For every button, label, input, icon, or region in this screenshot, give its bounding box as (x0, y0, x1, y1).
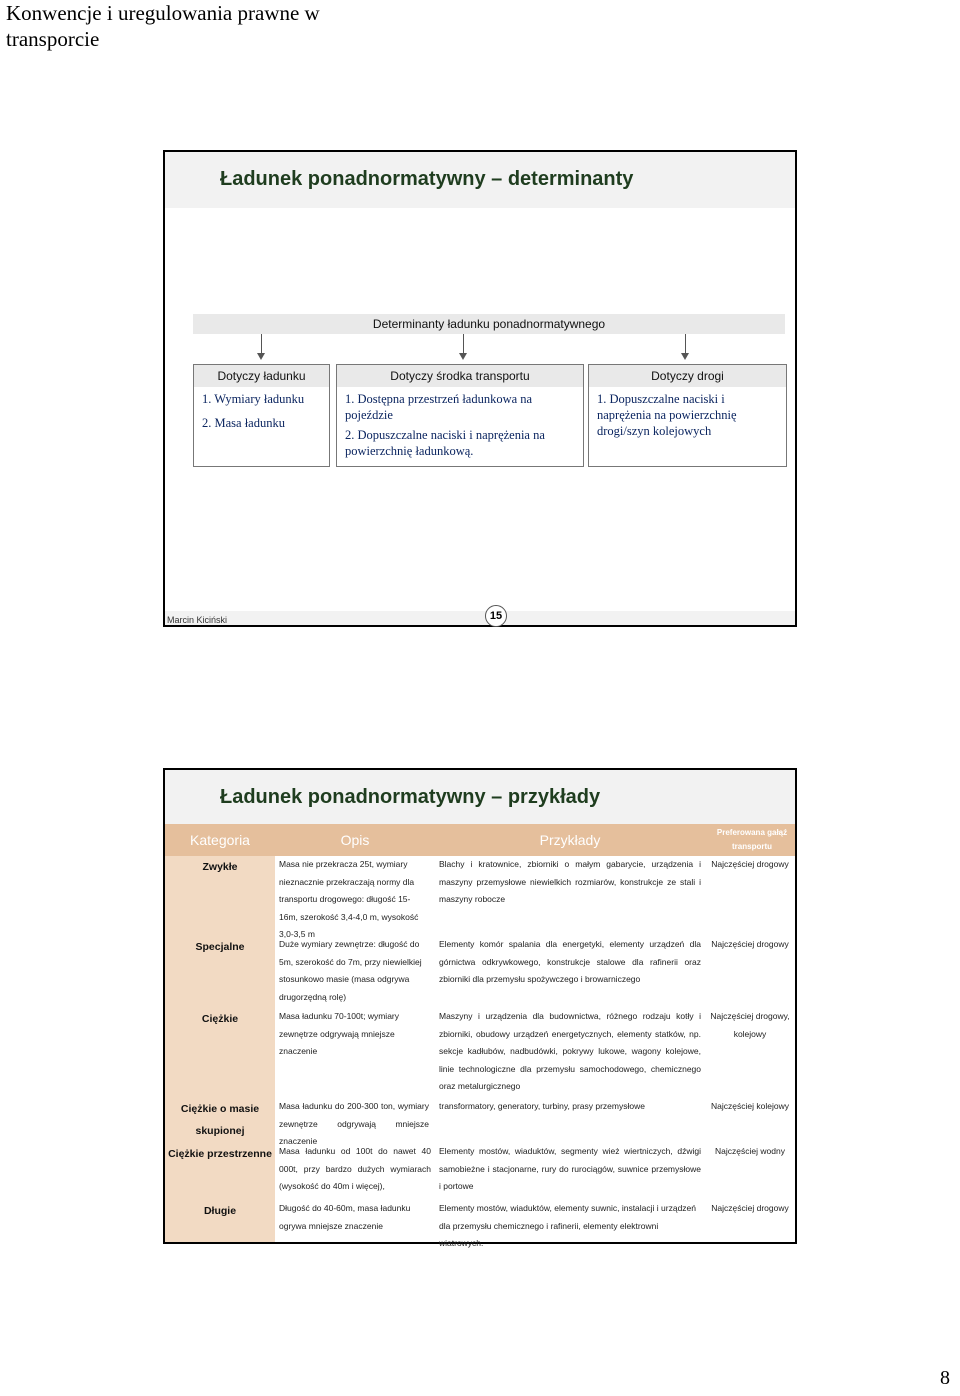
table-row-examples: Blachy i kratownice, zbiorniki o małym gabarycie, urządzenia i maszyny przemysłowe niewielkich rozmiarów, konstrukcje ze stali i maszyny robocze (439, 859, 701, 904)
slide-header (165, 152, 795, 208)
table-row-preferred: Najczęściej kolejowy (711, 1101, 789, 1111)
table-row-preferred: Najczęściej drogowy (711, 859, 789, 869)
table-row-description: Masa ładunku do 200-300 ton, wymiary zewnętrze odgrywają mniejsze znaczenie (279, 1101, 429, 1146)
table-row-category: Długie (203, 1205, 237, 1217)
table-row-category: Specjalne (195, 941, 245, 953)
arrow-down-icon (261, 334, 262, 358)
box-heading: Dotyczy drogi (589, 365, 786, 387)
table-row-description: Masa ładunku 70-100t; wymiary zewnętrze odgrywają mniejsze znaczenie (279, 1011, 400, 1056)
table-row-examples: Maszyny i urządzenia dla budownictwa, różnego rodzaju kotły i zbiorniki, obudowy urządzeń energetycznych, elementy statków, np. sekcje kadłubów, nadbudówki, pokrywy lukowe, wagony kolejowe, linie technologiczne dla przemysłu samochodowego, chemicznego oraz metalurgicznego (439, 1011, 701, 1091)
header-description: Opis (340, 832, 370, 848)
slide-przyklady (163, 768, 797, 1248)
box-item: 1. Dopuszczalne naciski i naprężenia na powierzchnię drogi/szyn kolejowych (597, 392, 737, 438)
document-title: Konwencje i uregulowania prawne w transporcie (6, 1, 320, 51)
table-header (165, 824, 795, 856)
slide-title: Ładunek ponadnormatywny – przykłady (220, 786, 601, 808)
page-number: 8 (940, 1367, 950, 1389)
table-row-category: Zwykłe (202, 861, 238, 873)
diagram-root-label: Determinanty ładunku ponadnormatywnego (193, 314, 785, 334)
table-row-preferred: Najczęściej drogowy (711, 1203, 789, 1213)
slide-footer (165, 611, 795, 625)
table-row-category: Ciężkie (201, 1013, 239, 1025)
arrow-down-icon (685, 334, 686, 358)
table-row-description: Masa nie przekracza 25t, wymiary nieznacznie przekraczają normy dla transportu drogowego: długość 15-16m, szerokość 3,4-4,0 m, wysokość 3,0-3,5 m (279, 859, 419, 939)
header-examples: Przykłady (539, 832, 601, 848)
column-divider (705, 856, 706, 1242)
box-item: 2. Dopuszczalne naciski i naprężenia na powierzchnię ładunkową. (345, 428, 545, 458)
box-road (588, 364, 787, 467)
slide-author: Marcin Kiciński (167, 615, 228, 625)
table-row-examples: Elementy mostów, wiaduktów, elementy suwnic, instalacji i urządzeń dla przemysłu chemicznego i rafinerii, elementy elektrowni wiatrowych. (439, 1203, 697, 1248)
table-row-description: Długość do 40-60m, masa ładunku ogrywa mniejsze znaczenie (279, 1203, 411, 1231)
determinants-diagram (193, 314, 787, 469)
box-vehicle (336, 364, 584, 467)
box-item: 1. Dostępna przestrzeń ładunkowa na pojeździe (345, 392, 533, 422)
table-row-examples: Elementy komór spalania dla energetyki, elementy urządzeń dla górnictwa odkrywkowego, konstrukcje stalowe dla rafinerii oraz zbiorniki dla przemysłu spożywczego i browarniczego (439, 939, 701, 984)
slide-determinanty (163, 150, 797, 627)
header-preferred: Preferowana gałąź transportu (716, 828, 788, 851)
table-row-preferred: Najczęściej drogowy, kolejowy (710, 1011, 790, 1039)
box-heading: Dotyczy ładunku (194, 365, 329, 387)
column-divider (435, 856, 436, 1242)
slide-title: Ładunek ponadnormatywny – determinanty (220, 168, 634, 190)
table-row-preferred: Najczęściej wodny (715, 1146, 785, 1156)
box-item: 1. Wymiary ładunku (202, 392, 305, 406)
arrow-down-icon (463, 334, 464, 358)
box-cargo (193, 364, 330, 467)
slide-header (165, 770, 795, 826)
box-item: 2. Masa ładunku (202, 416, 285, 430)
table-row-examples: Elementy mostów, wiaduktów, segmenty wież wiertniczych, dźwigi samobieżne i stacjonarne, rury do rurociągów, suwnice przemysłowe i portowe (439, 1146, 701, 1191)
slide-number-badge: 15 (485, 605, 507, 627)
table-row-description: Masa ładunku od 100t do nawet 40 000t, przy bardzo dużych wymiarach (wysokość do 40m i więcej), (279, 1146, 431, 1191)
examples-table (165, 824, 795, 1248)
table-row-preferred: Najczęściej drogowy (711, 939, 789, 949)
table-row-category: Ciężkie przestrzenne (168, 1148, 272, 1160)
table-row-category: Ciężkie o masie skupionej (180, 1103, 260, 1137)
table-row-examples: transformatory, generatory, turbiny, prasy przemysłowe (439, 1101, 645, 1111)
box-heading: Dotyczy środka transportu (337, 365, 583, 387)
table-row-description: Duże wymiary zewnętrze: długość do 5m, szerokość do 7m, przy niewielkiej stosunkowo masie (masa odgrywa drugorzędną rolę) (279, 939, 422, 1002)
header-category: Kategoria (190, 832, 250, 848)
category-column (165, 856, 275, 1242)
